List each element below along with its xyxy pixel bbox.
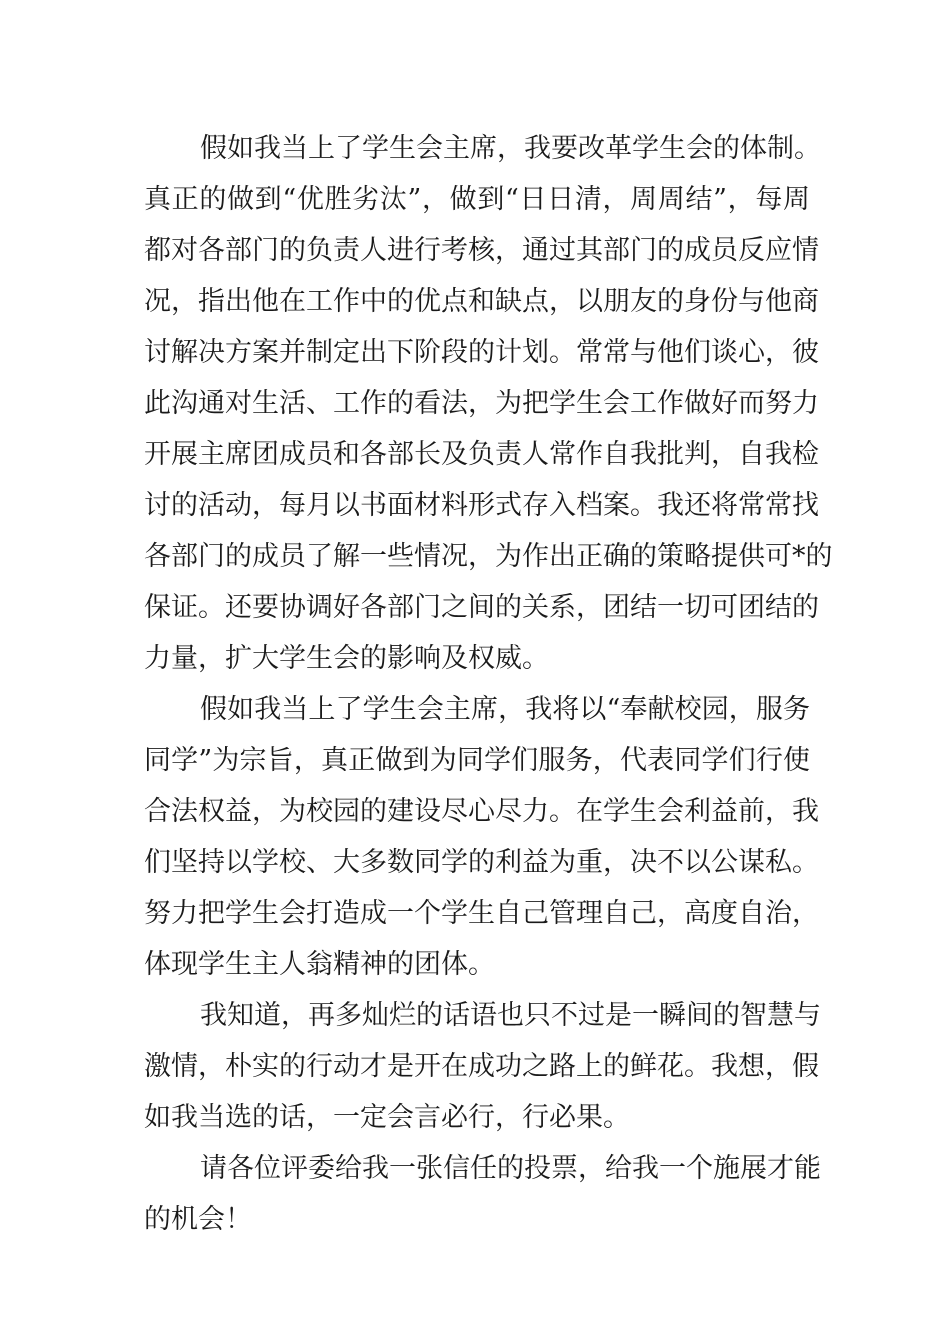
text-line: 同学”为宗旨，真正做到为同学们服务，代表同学们行使 bbox=[144, 745, 810, 776]
text-line: 假如我当上了学生会主席，我要改革学生会的体制。 bbox=[200, 133, 821, 164]
text-line: 体现学生主人翁精神的团体。 bbox=[144, 949, 495, 980]
text-line: 假如我当上了学生会主席，我将以“奉献校园，服务 bbox=[200, 694, 810, 725]
text-line: 此沟通对生活、工作的看法，为把学生会工作做好而努力 bbox=[144, 388, 819, 419]
text-line: 各部门的成员了解一些情况，为作出正确的策略提供可*的 bbox=[144, 541, 833, 572]
text-line: 讨解决方案并制定出下阶段的计划。常常与他们谈心，彼 bbox=[144, 337, 819, 368]
text-line: 真正的做到“优胜劣汰”，做到“日日清，周周结”，每周 bbox=[144, 184, 810, 215]
text-line: 请各位评委给我一张信任的投票，给我一个施展才能 bbox=[200, 1153, 821, 1184]
text-line: 努力把学生会打造成一个学生自己管理自己，高度自治， bbox=[144, 898, 819, 929]
text-line: 力量，扩大学生会的影响及权威。 bbox=[144, 643, 549, 674]
text-line: 我知道，再多灿烂的话语也只不过是一瞬间的智慧与 bbox=[200, 1000, 821, 1031]
paragraph-action bbox=[144, 990, 821, 1143]
paragraph-service bbox=[144, 684, 819, 990]
text-line: 们坚持以学校、大多数同学的利益为重，决不以公谋私。 bbox=[144, 847, 819, 878]
text-line: 合法权益，为校园的建设尽心尽力。在学生会利益前，我 bbox=[144, 796, 819, 827]
paragraph-closing bbox=[144, 1143, 821, 1245]
text-line: 保证。还要协调好各部门之间的关系，团结一切可团结的 bbox=[144, 592, 819, 623]
text-line: 况，指出他在工作中的优点和缺点，以朋友的身份与他商 bbox=[144, 286, 819, 317]
text-line: 讨的活动，每月以书面材料形式存入档案。我还将常常找 bbox=[144, 490, 819, 521]
paragraph-reform bbox=[144, 123, 833, 684]
text-line: 激情，朴实的行动才是开在成功之路上的鲜花。我想，假 bbox=[144, 1051, 819, 1082]
text-line: 的机会！ bbox=[144, 1204, 252, 1235]
text-line: 如我当选的话，一定会言必行，行必果。 bbox=[144, 1102, 630, 1133]
document-body bbox=[144, 123, 833, 1245]
text-line: 开展主席团成员和各部长及负责人常作自我批判，自我检 bbox=[144, 439, 819, 470]
text-line: 都对各部门的负责人进行考核，通过其部门的成员反应情 bbox=[144, 235, 819, 266]
